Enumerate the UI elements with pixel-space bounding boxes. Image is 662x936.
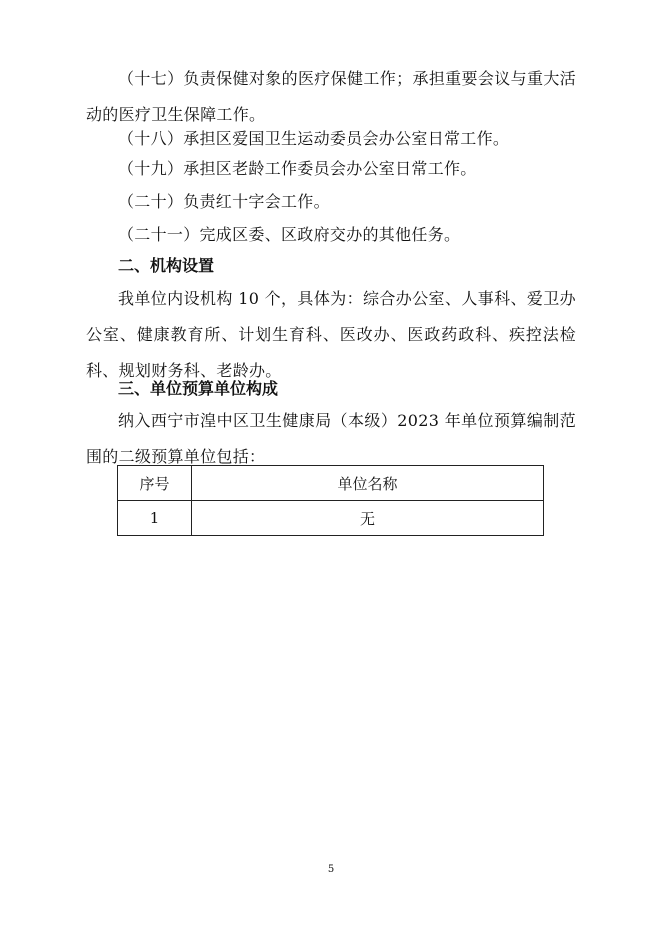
paragraph-item-18: （十八）承担区爱国卫生运动委员会办公室日常工作。 — [118, 129, 510, 148]
section-heading-organization: 二、机构设置 — [118, 256, 215, 275]
paragraph-item-17: （十七）负责保健对象的医疗保健工作；承担重要会议与重大活动的医疗卫生保障工作。 — [86, 69, 576, 124]
budget-units-table — [117, 465, 544, 536]
table-header-row — [118, 466, 544, 501]
section-heading-budget-units: 三、单位预算单位构成 — [118, 379, 279, 398]
table-cell-unit-name: 无 — [192, 501, 544, 536]
table-header-unit-name: 单位名称 — [192, 466, 544, 501]
table-row — [118, 501, 544, 536]
paragraph-item-21: （二十一）完成区委、区政府交办的其他任务。 — [118, 225, 461, 244]
page-number: 5 — [327, 864, 335, 875]
paragraph-organization: 我单位内设机构 10 个，具体为：综合办公室、人事科、爱卫办公室、健康教育所、计划生育科、医改办、医政药政科、疾控法检科、规划财务科、老龄办。 — [86, 289, 576, 380]
paragraph-item-20: （二十）负责红十字会工作。 — [118, 192, 330, 211]
table-cell-number: 1 — [118, 501, 192, 536]
paragraph-item-19: （十九）承担区老龄工作委员会办公室日常工作。 — [118, 159, 477, 178]
table-header-number: 序号 — [118, 466, 192, 501]
paragraph-budget-units: 纳入西宁市湟中区卫生健康局（本级）2023 年单位预算编制范围的二级预算单位包括： — [86, 411, 576, 466]
